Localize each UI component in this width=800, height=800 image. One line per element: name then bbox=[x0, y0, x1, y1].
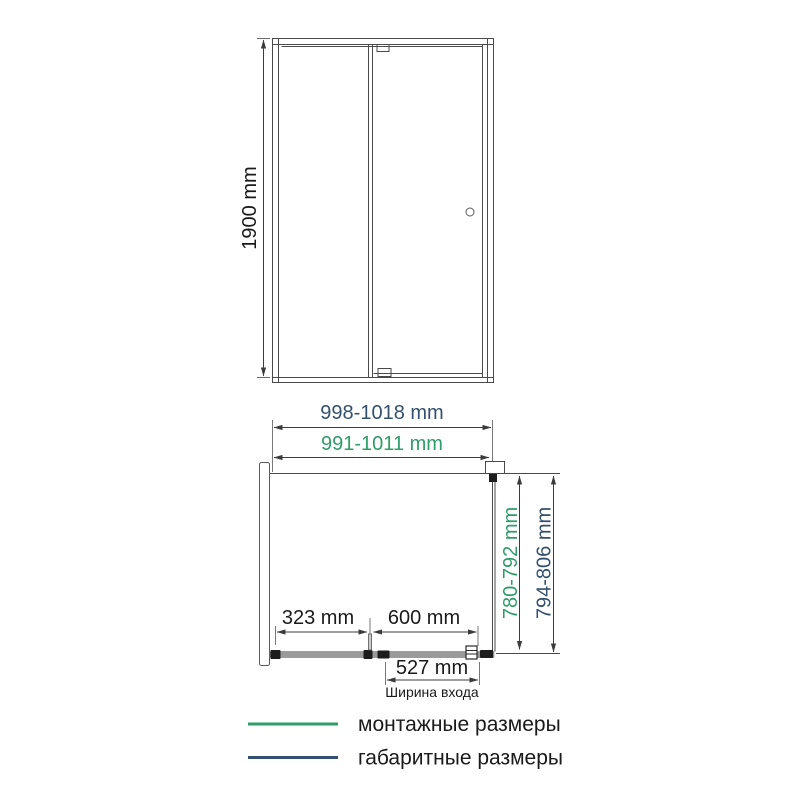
left-wall-profile bbox=[260, 463, 270, 666]
track-fitting-middle bbox=[378, 651, 390, 659]
front-view bbox=[239, 39, 494, 383]
door-frame-profiles bbox=[273, 39, 494, 383]
door-handle-knob bbox=[466, 208, 474, 216]
door-outer-frame bbox=[273, 39, 494, 383]
legend bbox=[248, 713, 563, 770]
legend-mounting-label: монтажные размеры bbox=[358, 713, 561, 736]
height-dimension-label: 1900 mm bbox=[239, 166, 261, 250]
pivot-post bbox=[369, 634, 372, 650]
overall-depth-label: 794-806 mm bbox=[533, 506, 556, 620]
mounting-width-label: 991-1011 mm bbox=[321, 433, 443, 455]
entrance-width-label: 527 mm bbox=[395, 657, 469, 679]
track-fitting-right bbox=[480, 650, 493, 658]
left-segment-label: 323 mm bbox=[281, 607, 355, 629]
pivot-base-fitting bbox=[364, 650, 373, 659]
legend-overall-label: габаритные размеры bbox=[358, 746, 563, 770]
top-hinge-bracket bbox=[377, 45, 389, 52]
door-width-label: 600 mm bbox=[387, 607, 461, 629]
wall-bracket-top bbox=[489, 474, 497, 482]
width-dimensions bbox=[273, 402, 493, 472]
overall-width-label: 998-1018 mm bbox=[320, 402, 444, 424]
bottom-hinge-bracket bbox=[378, 369, 391, 377]
mounting-depth-label: 780-792 mm bbox=[500, 506, 522, 620]
plan-view bbox=[260, 462, 561, 701]
entrance-width-caption: Ширина входа bbox=[385, 684, 479, 700]
track-fitting-left bbox=[271, 650, 281, 659]
